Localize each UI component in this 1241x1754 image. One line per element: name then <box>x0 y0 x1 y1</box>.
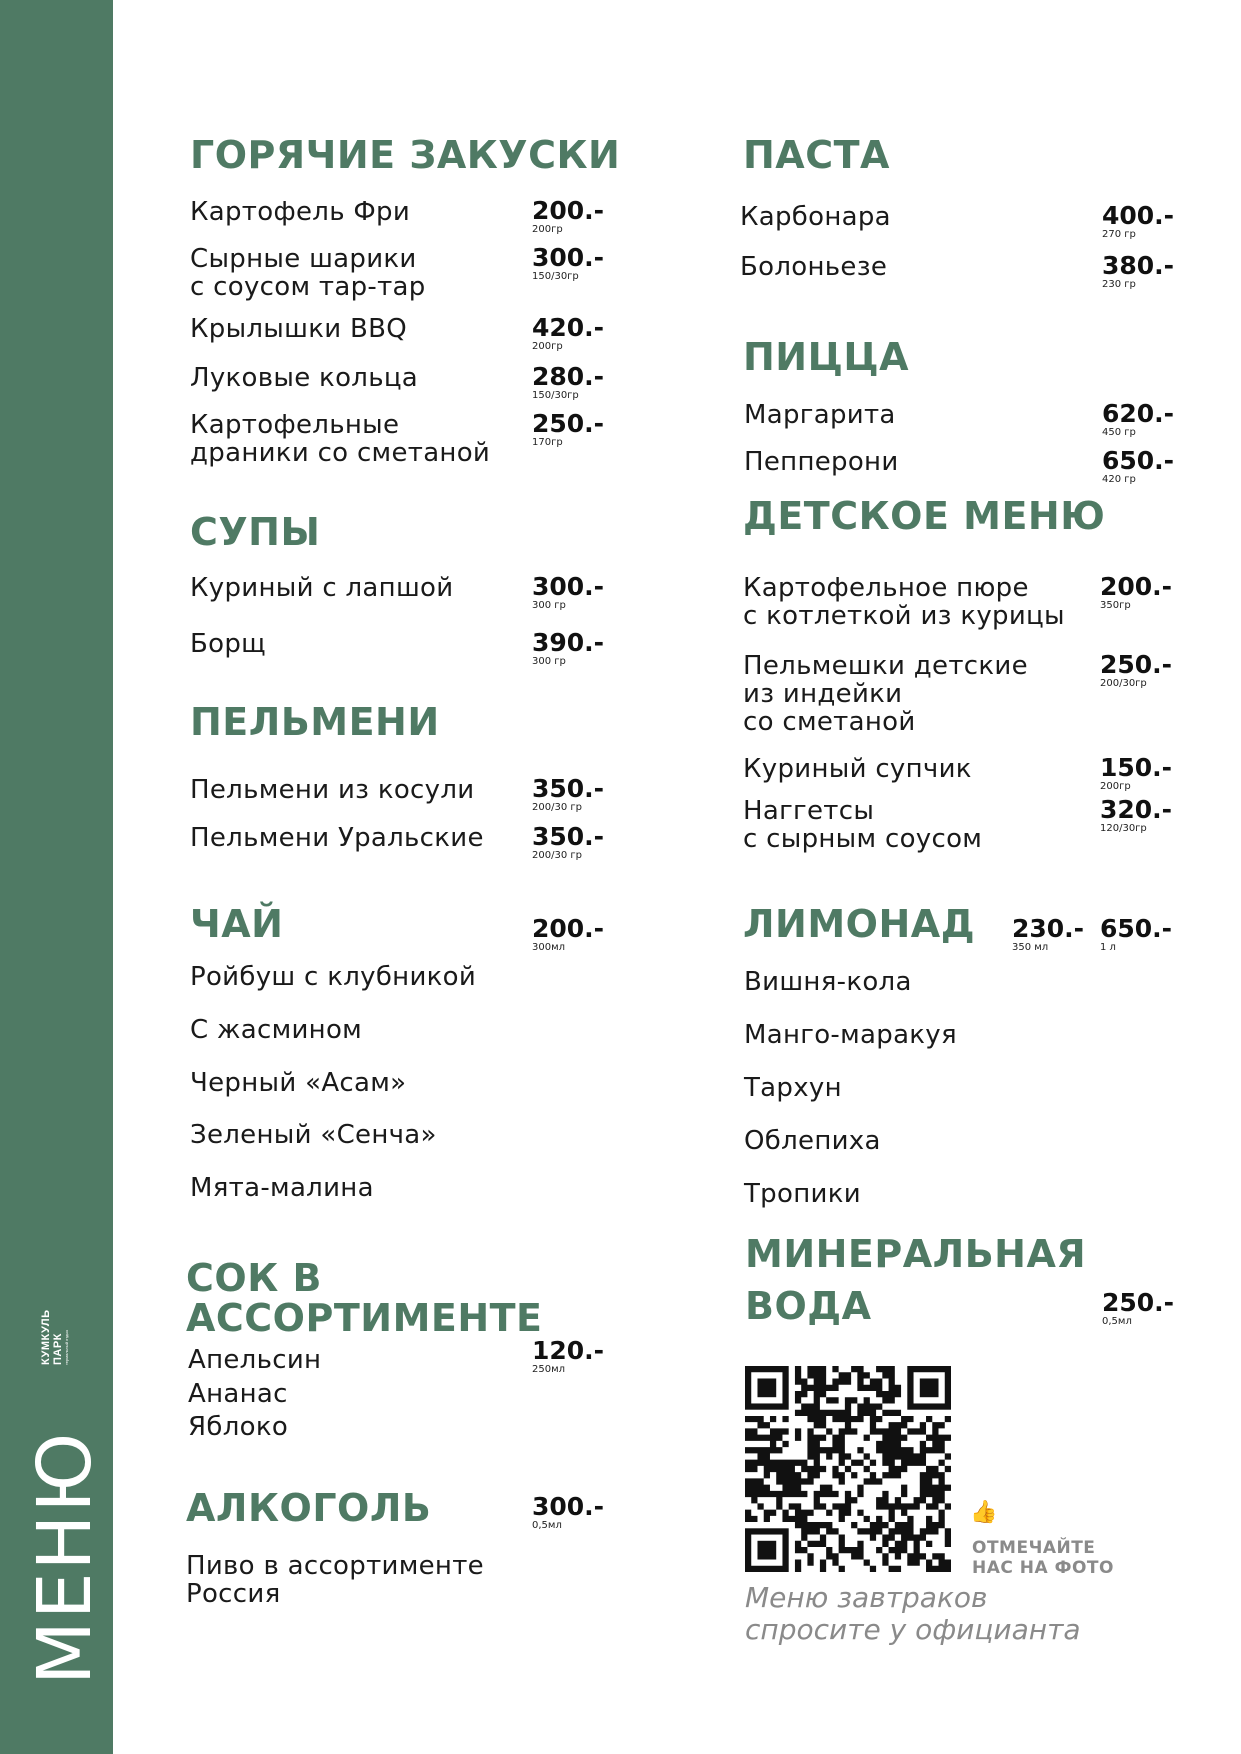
price-block <box>532 364 604 402</box>
price: 300.- <box>532 1492 605 1521</box>
juice-title <box>186 1258 543 1338</box>
breakfast-note <box>745 1582 1081 1646</box>
menu-item-name: Сырные шарики с соусом тар-тар <box>190 244 426 302</box>
tag-us-text <box>972 1538 1114 1578</box>
weight: 120/30гр <box>1100 823 1147 834</box>
water-title <box>745 1228 1086 1332</box>
weight: 200гр <box>532 224 563 235</box>
weight: 250мл <box>532 1364 566 1375</box>
price: 250.- <box>1102 1288 1175 1317</box>
price-block <box>532 776 604 814</box>
price-block-large <box>1100 916 1172 954</box>
menu-item-name: Пепперони <box>744 447 899 477</box>
price: 400.- <box>1102 201 1175 230</box>
price-block <box>532 1494 604 1532</box>
tea-title: ЧАЙ <box>190 902 284 946</box>
weight: 300 гр <box>532 600 566 611</box>
juice-title-line1: СОК В <box>186 1256 322 1300</box>
price: 350.- <box>532 822 605 851</box>
price: 320.- <box>1100 795 1173 824</box>
price-block <box>532 411 604 449</box>
menu-item-name: Вишня-кола <box>744 967 912 997</box>
menu-item-name: Манго-маракуя <box>744 1020 957 1050</box>
weight: 0,5мл <box>532 1520 562 1531</box>
weight: 230 гр <box>1102 279 1136 290</box>
weight: 170гр <box>532 437 563 448</box>
park-logo <box>40 1285 96 1365</box>
menu-item-name: Пельмени Уральские <box>190 823 484 853</box>
price: 350.- <box>532 774 605 803</box>
menu-item-name: Пиво в ассортименте <box>186 1551 484 1581</box>
weight: 200/30 гр <box>532 850 582 861</box>
price-block <box>532 574 604 612</box>
menu-item-name: Мята-малина <box>190 1173 374 1203</box>
menu-item-name: Картофельные драники со сметаной <box>190 410 491 468</box>
price-block <box>1102 1290 1174 1328</box>
menu-item-name: Карбонара <box>740 202 891 232</box>
menu-item-name: Картофельное пюре с котлеткой из курицы <box>743 573 1065 631</box>
weight: 420 гр <box>1102 474 1136 485</box>
price-block <box>1102 203 1174 241</box>
price: 150.- <box>1100 753 1173 782</box>
price-block <box>532 916 604 954</box>
pizza-title: ПИЦЦА <box>743 335 910 379</box>
price-block <box>1100 652 1172 690</box>
price-block <box>1100 755 1172 793</box>
menu-item-name: Маргарита <box>744 400 896 430</box>
price-block <box>532 315 604 353</box>
menu-item-name: Черный «Асам» <box>190 1068 407 1098</box>
menu-item-name: Крылышки BBQ <box>190 314 408 344</box>
breakfast-note-line2: спросите у официанта <box>745 1613 1081 1646</box>
menu-item-name: Луковые кольца <box>190 363 419 393</box>
price-block <box>1102 448 1174 486</box>
price: 120.- <box>532 1336 605 1365</box>
weight: 1 л <box>1100 942 1116 953</box>
menu-item-name: Зеленый «Сенча» <box>190 1120 437 1150</box>
weight: 200гр <box>1100 781 1131 792</box>
weight: 200гр <box>532 341 563 352</box>
price-block <box>1102 253 1174 291</box>
price-block <box>1100 574 1172 612</box>
price-block <box>532 1338 604 1376</box>
juice-title-line2: АССОРТИМЕНТЕ <box>186 1296 543 1340</box>
price: 250.- <box>532 409 605 438</box>
menu-item-name: Ананас <box>188 1379 288 1409</box>
price: 200.- <box>1100 572 1173 601</box>
water-title-line2: ВОДА <box>745 1284 872 1328</box>
lemonade-title: ЛИМОНАД <box>743 902 976 946</box>
price: 390.- <box>532 628 605 657</box>
tag-us-line2: НАС НА ФОТО <box>972 1558 1114 1578</box>
thumbs-up-icon: 👍 <box>970 1500 998 1525</box>
weight: 150/30гр <box>532 390 579 401</box>
menu-item-name: Пельмени из косули <box>190 775 475 805</box>
menu-item-name: Тропики <box>744 1179 861 1209</box>
menu-item-name: Картофель Фри <box>190 197 411 227</box>
menu-item-name: С жасмином <box>190 1015 363 1045</box>
pasta-title: ПАСТА <box>743 133 890 177</box>
sidebar <box>0 0 113 1754</box>
water-title-line1: МИНЕРАЛЬНАЯ <box>745 1232 1087 1276</box>
price-block <box>532 198 604 236</box>
price-block <box>1100 797 1172 835</box>
soups-title: СУПЫ <box>190 510 321 554</box>
price-block <box>532 245 604 283</box>
price: 380.- <box>1102 251 1175 280</box>
menu-item-name: Куриный с лапшой <box>190 573 454 603</box>
price: 650.- <box>1102 446 1175 475</box>
weight: 300мл <box>532 942 566 953</box>
price: 300.- <box>532 572 605 601</box>
price: 620.- <box>1102 399 1175 428</box>
price: 280.- <box>532 362 605 391</box>
menu-item-name: Облепиха <box>744 1126 881 1156</box>
weight: 200/30 гр <box>532 802 582 813</box>
menu-item-name: Апельсин <box>188 1345 322 1375</box>
menu-item-name: Куриный супчик <box>743 754 972 784</box>
alcohol-title: АЛКОГОЛЬ <box>186 1486 432 1530</box>
dumplings-title: ПЕЛЬМЕНИ <box>190 700 440 744</box>
menu-item-name: Яблоко <box>188 1412 289 1442</box>
price: 200.- <box>532 914 605 943</box>
menu-item-name: Россия <box>186 1579 281 1609</box>
menu-item-name: Наггетсы с сырным соусом <box>743 796 983 854</box>
price: 420.- <box>532 313 605 342</box>
weight: 350 мл <box>1012 942 1049 953</box>
price: 230.- <box>1012 914 1085 943</box>
price-block <box>1102 401 1174 439</box>
price-block <box>532 630 604 668</box>
logo-line1: КУМКУЛЬ <box>40 1309 52 1365</box>
qr-code[interactable] <box>745 1366 951 1572</box>
weight: 350гр <box>1100 600 1131 611</box>
logo-sub: термальный отдых <box>64 1329 69 1365</box>
menu-item-name: Ройбуш с клубникой <box>190 962 477 992</box>
weight: 0,5мл <box>1102 1316 1132 1327</box>
menu-item-name: Пельмешки детские из индейки со сметаной <box>743 651 1028 737</box>
tag-us-line1: ОТМЕЧАЙТЕ <box>972 1538 1096 1558</box>
weight: 200/30гр <box>1100 678 1147 689</box>
menu-vertical-title: МЕНЮ <box>22 1430 108 1685</box>
price: 250.- <box>1100 650 1173 679</box>
weight: 150/30гр <box>532 271 579 282</box>
price-block <box>532 824 604 862</box>
weight: 300 гр <box>532 656 566 667</box>
kids-title: ДЕТСКОЕ МЕНЮ <box>743 494 1106 538</box>
logo-line2: ПАРК <box>52 1333 64 1365</box>
price-block-small <box>1012 916 1084 954</box>
hot-title: ГОРЯЧИЕ ЗАКУСКИ <box>190 133 621 177</box>
weight: 270 гр <box>1102 229 1136 240</box>
menu-item-name: Болоньезе <box>740 252 888 282</box>
price: 300.- <box>532 243 605 272</box>
price: 650.- <box>1100 914 1173 943</box>
menu-item-name: Тархун <box>744 1073 842 1103</box>
menu-item-name: Борщ <box>190 629 266 659</box>
price: 200.- <box>532 196 605 225</box>
breakfast-note-line1: Меню завтраков <box>745 1581 988 1614</box>
weight: 450 гр <box>1102 427 1136 438</box>
